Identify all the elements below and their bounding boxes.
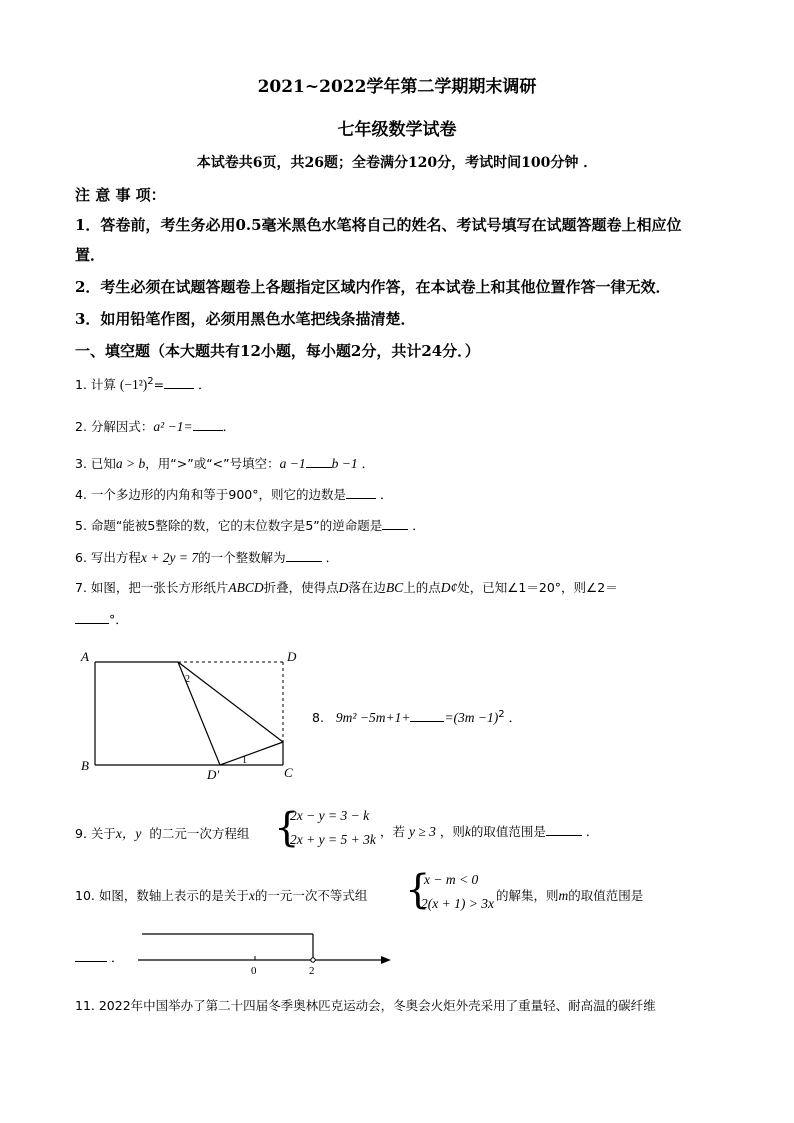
q7-text-d: 上的点 [403,580,441,595]
q9-tail: 的取值范围是 [470,824,546,839]
q5-end: ． [412,518,425,533]
q7-point-d: D [338,580,349,595]
q10-answer-blank[interactable] [75,949,107,962]
q3-prefix: 3. 已知 [75,456,116,471]
q10-m: m [558,888,569,903]
folding-figure [75,645,315,785]
label-d: D [287,649,297,664]
q6-equation: x + 2y = 7 [140,550,199,565]
q10-inequality-1: x − m < 0 [424,872,479,887]
q1-end: ． [198,377,211,392]
q3-end: ． [361,456,375,471]
section-1-heading: 一、填空题（本大题共有12小题，每小题2分，共计24分．） [75,342,480,360]
tick-label-0: 0 [251,965,257,977]
q7-bc: BC [385,580,404,595]
q3-left-expr: a −1 [279,456,306,471]
q5-answer-blank[interactable] [382,517,408,530]
q9-equation-2: 2x + y = 5 + 3k [290,832,376,847]
q9-variables: x，y [115,826,142,841]
question-9-suffix [380,822,598,840]
q8-expression: 9m² −5m+1+ [335,710,411,725]
notes-heading: 注 意 事 项： [75,186,166,204]
note-1-line2: 置． [75,246,106,264]
q6-suffix: 的一个整数解为 [198,550,286,565]
q4-end: ． [380,487,393,502]
question-10-answer-line [75,948,124,966]
exam-title: 2021~2022学年第二学期期末调研 [257,77,537,97]
q3-instruction: ，用“>”或“<”号填空： [145,456,280,471]
q6-end: ． [325,550,339,565]
q1-exponent: 2 [147,375,154,387]
q10-mid: 的一元一次不等式组 [254,888,368,903]
label-c: C [284,765,293,780]
question-3 [75,454,374,472]
label-b: B [81,758,89,773]
q9-end: ． [585,824,599,839]
q9-brace: { [274,805,300,851]
q9-prefix: 9. 关于 [75,826,116,841]
q7-text-b: 折叠，使得点 [263,580,339,595]
label-dprime: D′ [207,767,220,782]
question-7-line2 [75,610,128,628]
number-line [135,925,400,980]
q7-end: °． [109,612,128,627]
q2-prefix: 2. 分解因式： [75,419,154,434]
q3-condition: a > b [115,456,146,471]
q9-answer-blank[interactable] [546,823,582,836]
q9-equation-1: 2x − y = 3 − k [290,808,370,823]
q2-expression: a² −1= [153,419,193,434]
q9-cond-suffix: ，则 [439,824,465,839]
q8-rhs: =(3m −1) [444,710,499,725]
question-7-line1 [75,578,618,596]
label-a: A [81,649,89,664]
q1-equals: = [153,377,165,392]
open-circle-2 [311,958,315,962]
q7-abcd: ABCD [228,580,264,595]
question-10-suffix [496,886,643,904]
q3-answer-blank[interactable] [306,455,332,468]
question-10-prefix [75,886,367,904]
q5-text: 5. 命题“能被5整除的数，它的末位数字是5”的逆命题是 [75,518,383,533]
q1-prefix: 1. 计算 [75,377,116,392]
question-9-prefix [75,822,249,842]
q8-answer-blank[interactable] [410,709,444,722]
q2-answer-blank[interactable] [193,418,223,431]
q7-text-c: 落在边 [348,580,386,595]
q4-answer-blank[interactable] [346,486,376,499]
note-1-line1: 1．答卷前，考生务必用0.5毫米黑色水笔将自己的姓名、考试号填写在试题答题卷上相应位 [75,216,682,234]
q3-right-expr: b −1 [331,456,358,471]
q9-mid: 的二元一次方程组 [149,826,250,841]
question-1 [75,375,211,393]
folded-edge-2 [220,742,283,765]
q10-prefix: 10. 如图，数轴上表示的是关于 [75,888,249,903]
q7-text-e: 处，已知∠1＝20°，则∠2＝ [457,580,618,595]
q9-cond-prefix: ，若 [380,824,406,839]
q10-tail-b: 的取值范围是 [568,888,644,903]
question-8 [312,708,521,726]
q9-k: k [464,824,471,839]
q10-tail-a: 的解集，则 [496,888,559,903]
question-6 [75,548,338,566]
q4-text: 4. 一个多边形的内角和等于900°，则它的边数是 [75,487,347,502]
exam-info: 本试卷共6页，共26题；全卷满分120分，考试时间100分钟 ． [196,155,598,171]
q10-end: ． [110,950,124,965]
question-4 [75,485,393,503]
q6-prefix: 6. 写出方程 [75,550,141,565]
q8-end: ． [508,710,522,725]
question-5 [75,516,425,534]
q7-answer-blank[interactable] [75,611,109,624]
q10-brace: { [405,867,431,913]
q1-answer-blank[interactable] [164,376,194,389]
q7-text-a: 7. 如图，把一张长方形纸片 [75,580,229,595]
question-11-line1: 11. 2022年中国举办了第二十四届冬季奥林匹克运动会，冬奥会火炬外壳采用了重量轻、耐高温的碳纤维 [75,998,656,1013]
angle-1-label: 1 [242,755,247,766]
q8-exponent: 2 [498,708,505,720]
note-2: 2．考生必须在试题答题卷上各题指定区域内作答，在本试卷上和其他位置作答一律无效． [75,278,671,296]
note-3: 3．如用铅笔作图，必须用黑色水笔把线条描清楚． [75,310,416,328]
q9-condition: y ≥ 3 [409,824,436,839]
q10-inequality-2: 2(x + 1) > 3x [421,896,494,911]
tick-label-2: 2 [309,965,315,977]
q6-answer-blank[interactable] [286,549,322,562]
exam-subtitle: 七年级数学试卷 [337,120,457,140]
q2-end: ． [222,419,236,434]
angle-2-label: 2 [185,674,190,685]
number-line-arrow [381,956,391,964]
q7-point-dprime: D¢ [440,580,458,595]
q1-expression: (−1²) [119,377,148,392]
q8-prefix: 8. [312,710,324,725]
question-2 [75,417,235,435]
q10-x: x [248,888,255,903]
